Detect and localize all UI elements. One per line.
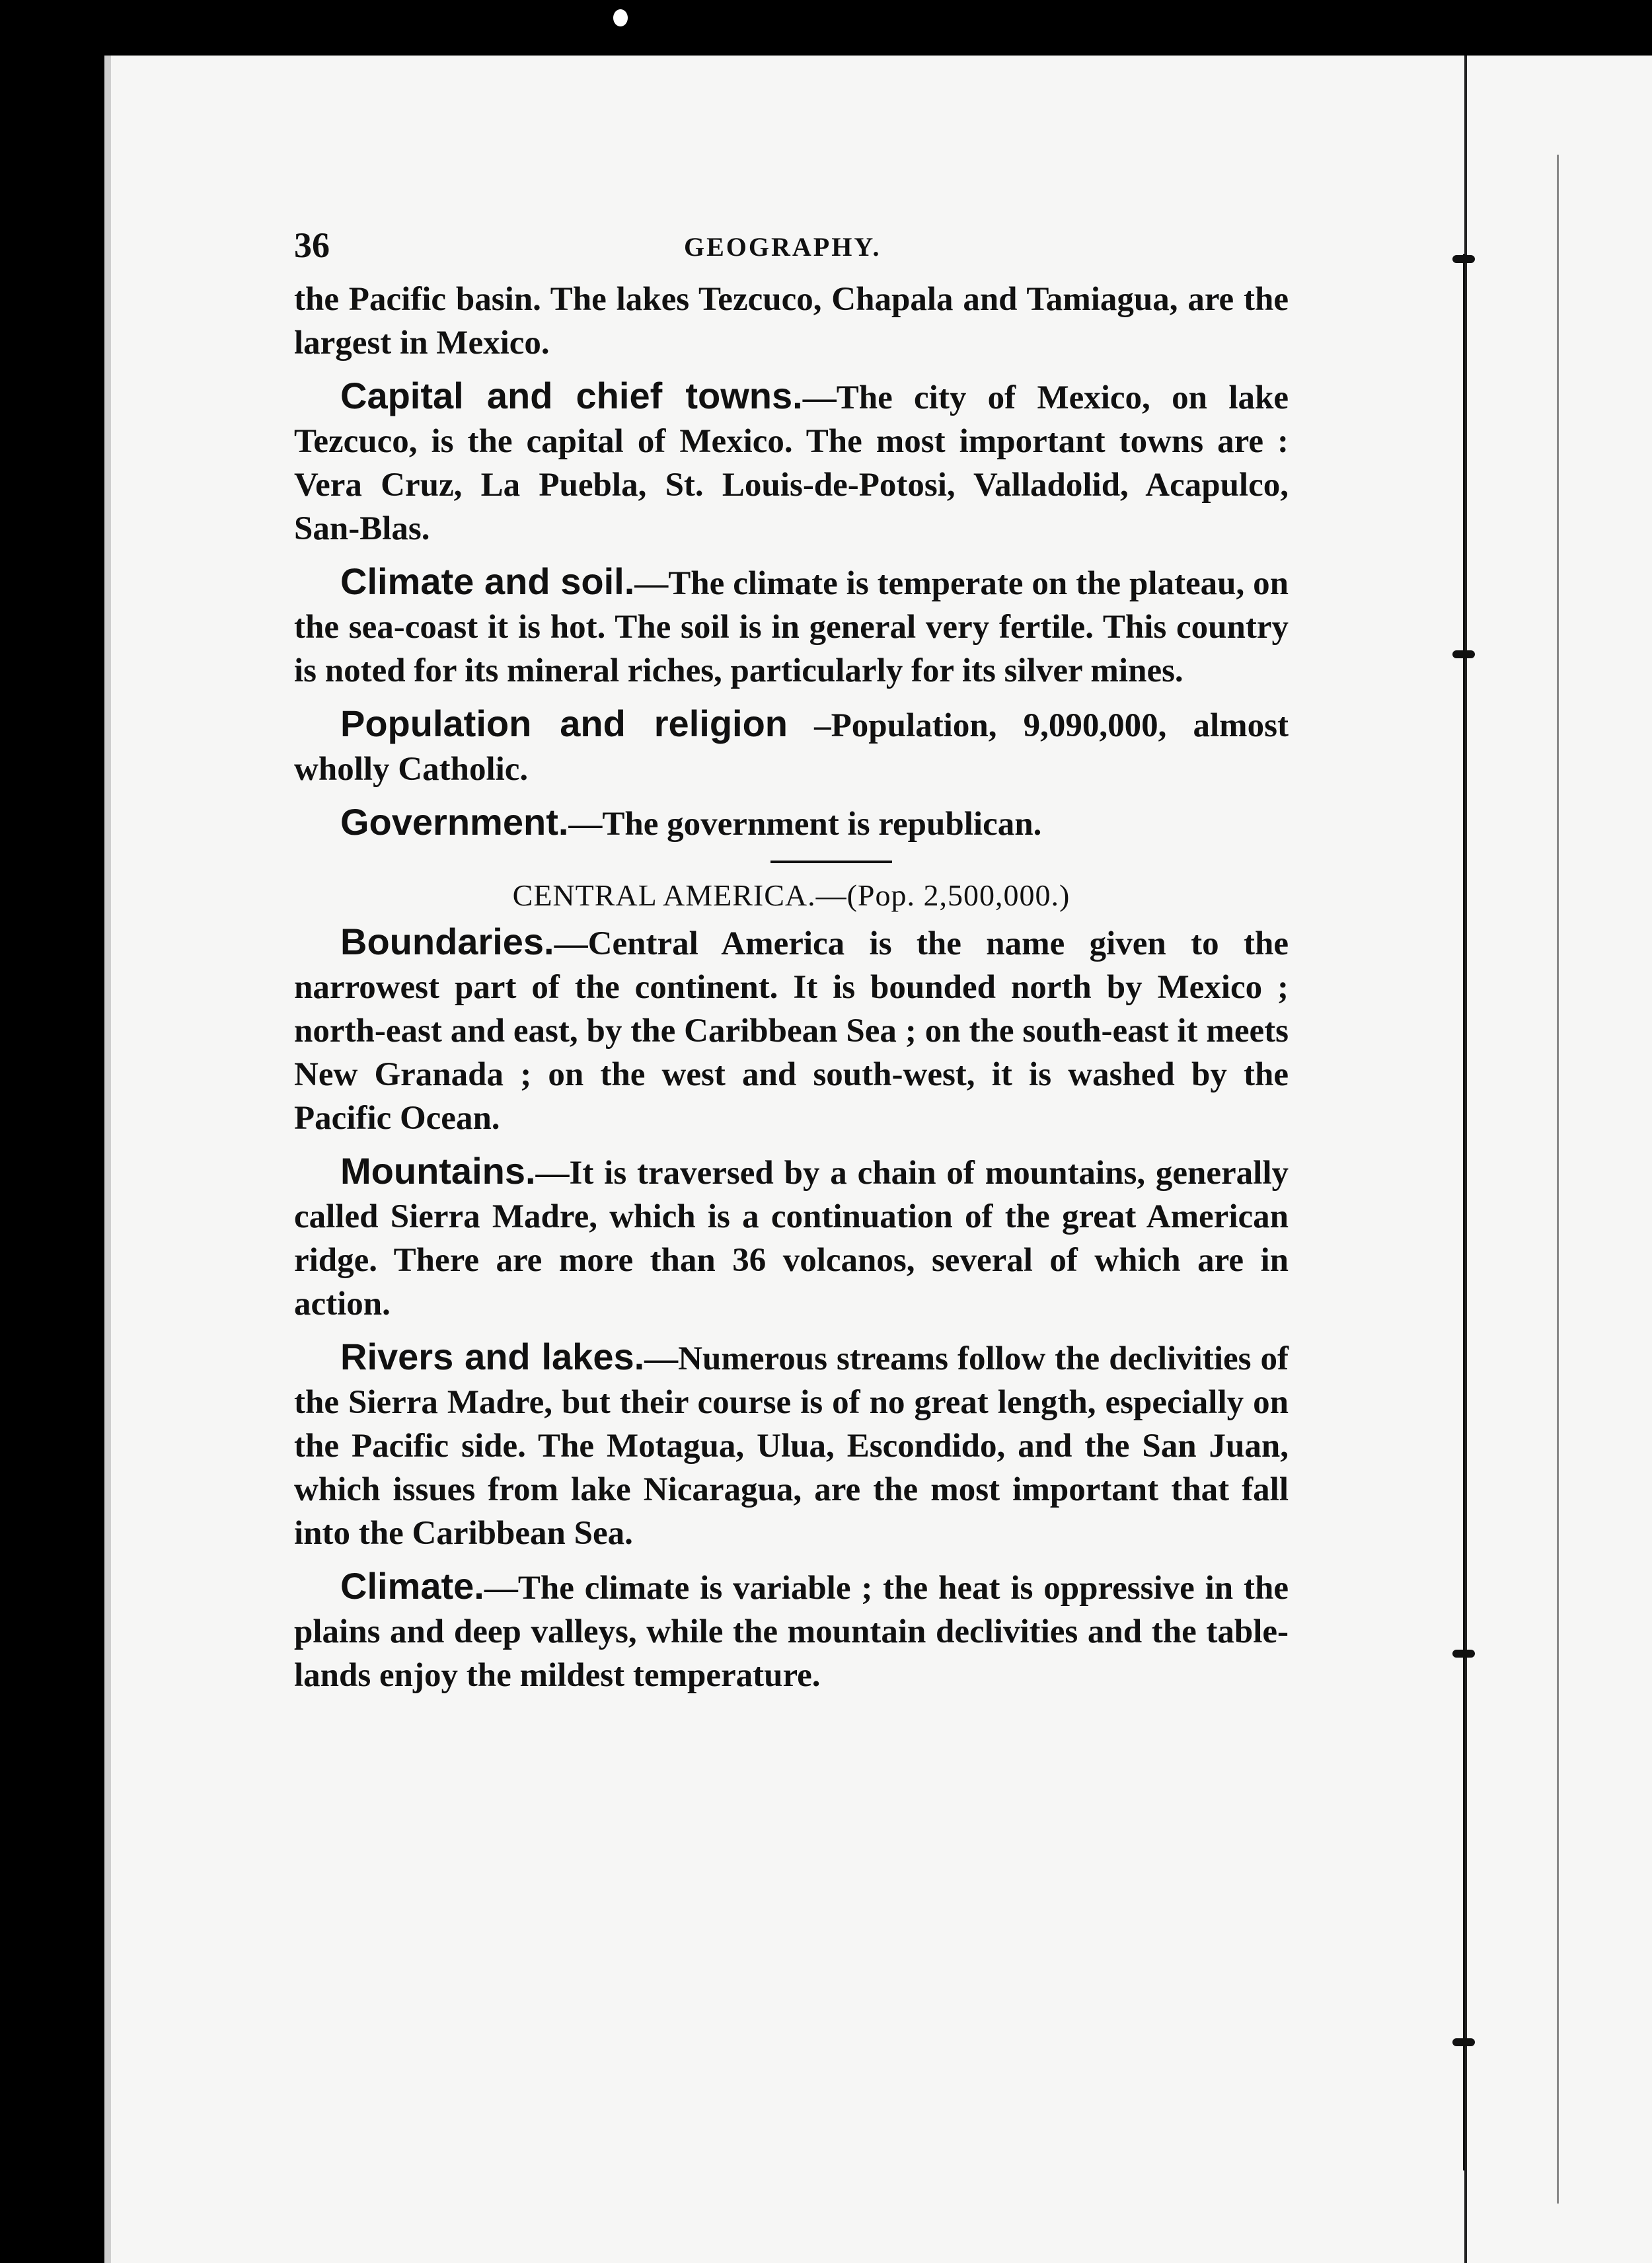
paragraph-rivers — [294, 1335, 1289, 1555]
section-heading-climate: Climate. — [340, 1565, 484, 1607]
paragraph-population — [294, 702, 1289, 791]
section-heading-climate-soil: Climate and soil. — [340, 560, 635, 602]
section-heading-population: Population and religion — [340, 703, 788, 744]
section-text-government: —The government is republican. — [568, 806, 1042, 843]
page-header-title: GEOGRAPHY. — [684, 232, 882, 262]
paragraph-mountains — [294, 1149, 1289, 1326]
section-text-mountains: —It is traversed by a chain of mountains, generally called Sierra Madre, which is a continuation of the great American ridge. There are more than 36 volcanos, several of which are in action. — [294, 1155, 1289, 1323]
binding-mark — [1452, 1650, 1475, 1658]
gutter-line-outer — [1557, 155, 1559, 2204]
section-heading-government: Government. — [340, 801, 569, 843]
running-head — [294, 225, 1289, 278]
section-text-boundaries: —Central America is the name given to the narrowest part of the continent. It is bounded north by Mexico ; north-east and east, by the Caribbean Sea ; on the south-east it meets New Granada ; on the west and south-west, it is washed by the Pacific Ocean. — [294, 925, 1289, 1137]
paragraph-lakes: the Pacific basin. The lakes Tezcuco, Chapala and Tamiagua, are the largest in Mexico. — [294, 281, 1289, 362]
section-heading-rivers: Rivers and lakes. — [340, 1336, 645, 1377]
section-divider — [770, 861, 892, 863]
section-heading-capital: Capital and chief towns. — [340, 375, 803, 416]
paragraph-climate — [294, 1564, 1289, 1697]
gutter-thread — [1463, 254, 1465, 2170]
paragraph-capital — [294, 374, 1289, 551]
binding-mark — [1452, 650, 1475, 658]
page-number: 36 — [294, 225, 330, 265]
section-heading-boundaries: Boundaries. — [340, 921, 554, 962]
section-text-capital: —The city of Mexico, on lake Tezcuco, is the capital of Mexico. The most important towns are : Vera Cruz, La Puebla, St. Louis-de-Potosi, Valladolid, Acapulco, San-Blas. — [294, 379, 1289, 547]
page-content — [294, 225, 1289, 1707]
binding-mark — [1452, 255, 1475, 263]
paragraph-boundaries — [294, 920, 1289, 1140]
country-heading-central-america: CENTRAL AMERICA.—(Pop. 2,500,000.) — [512, 878, 1070, 912]
section-text-climate-soil: —The climate is temperate on the plateau, on the sea-coast it is hot. The soil is in general very fertile. This country is noted for its mineral riches, particularly for its silver mines. — [294, 565, 1289, 689]
binding-hole — [613, 9, 628, 26]
section-text-population: –Population, 9,090,000, almost wholly Catholic. — [294, 707, 1289, 788]
section-text-climate: —The climate is variable ; the heat is oppressive in the plains and deep valleys, while the mountain declivities and the table-lands enjoy the mildest temperature. — [294, 1570, 1289, 1694]
paragraph-climate-soil — [294, 560, 1289, 693]
page-edge — [104, 56, 111, 2263]
section-heading-mountains: Mountains. — [340, 1150, 536, 1192]
section-text-rivers: —Numerous streams follow the declivities of the Sierra Madre, but their course is of no great length, especially on the Pacific side. The Motagua, Ulua, Escondido, and the San Juan, which issues from lake Nicaragua, are the most important that fall into the Caribbean Sea. — [294, 1340, 1289, 1552]
binding-mark — [1452, 2038, 1475, 2046]
paragraph-government — [294, 800, 1289, 846]
